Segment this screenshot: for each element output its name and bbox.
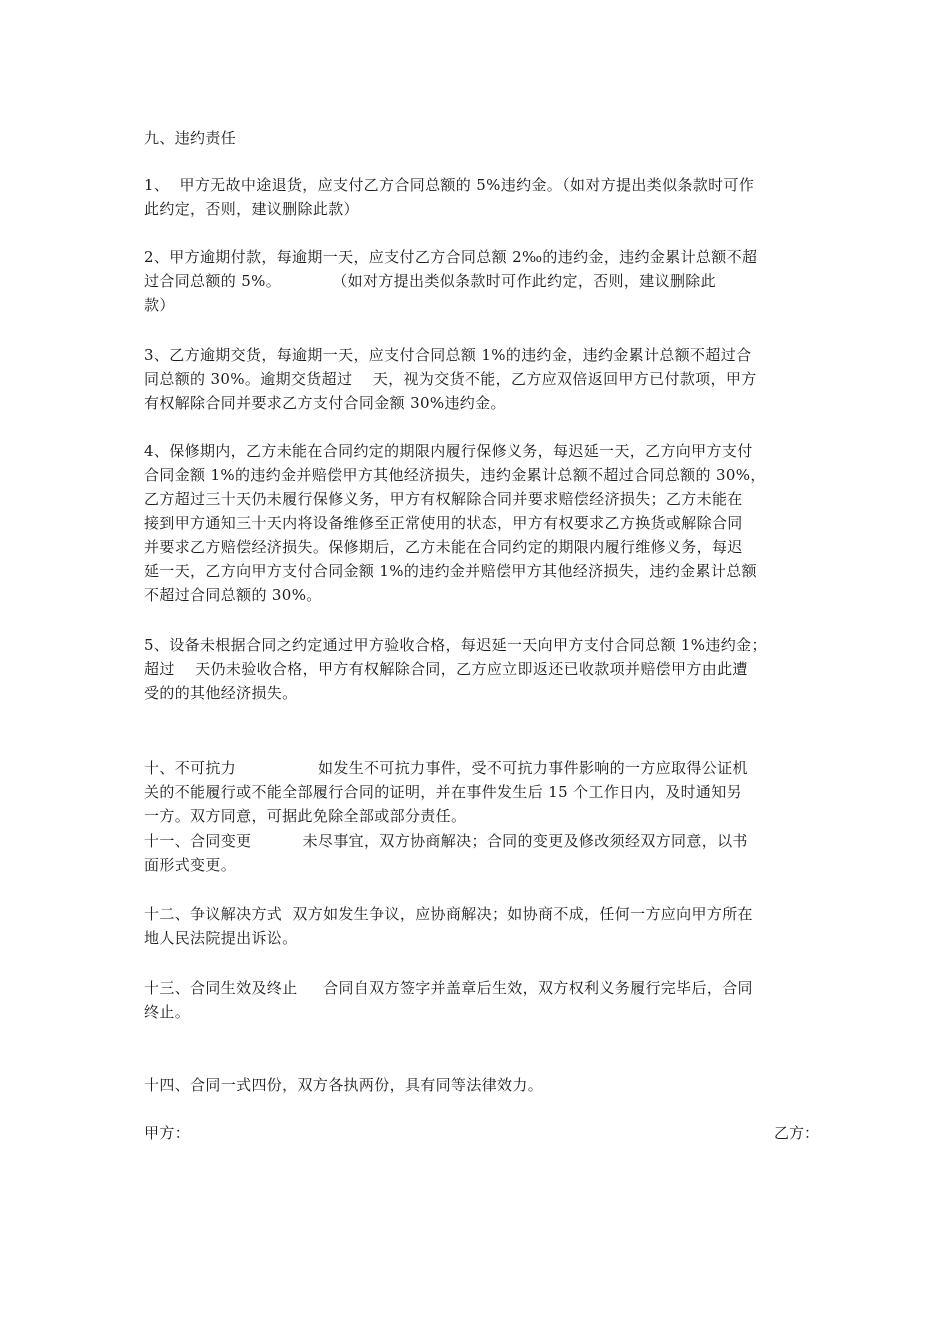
section-13-line-2: 终止。 — [144, 1003, 191, 1021]
section-9-heading: 九、违约责任 — [144, 129, 237, 147]
clause-4-line-1: 4、保修期内，乙方未能在合同约定的期限内履行保修义务，每迟延一天，乙方向甲方支付 — [144, 442, 753, 460]
clause-3-line-2: 同总额的 30%。逾期交货超过 天，视为交货不能，乙方应双倍返回甲方已付款项，甲方 — [144, 370, 757, 388]
clause-2-line-3: 款） — [144, 296, 175, 314]
clause-3-line-1: 3、乙方逾期交货，每逾期一天，应支付合同总额 1%的违约金，违约金累计总额不超过合 — [144, 346, 752, 364]
section-12-line-2: 地人民法院提出诉讼。 — [144, 929, 298, 947]
section-14: 十四、合同一式四份，双方各执两份，具有同等法律效力。 — [144, 1076, 544, 1094]
section-11-line-2: 面形式变更。 — [144, 856, 237, 874]
party-a-signature-label: 甲方： — [144, 1124, 191, 1142]
section-12-line-1: 十二、争议解决方式 双方如发生争议，应协商解决；如协商不成，任何一方应向甲方所在 — [144, 905, 753, 923]
clause-4-line-2: 合同金额 1%的违约金并赔偿甲方其他经济损失，违约金累计总额不超过合同总额的 30%， — [144, 466, 766, 484]
clause-4-line-3: 乙方超过三十天仍未履行保修义务，甲方有权解除合同并要求赔偿经济损失；乙方未能在 — [144, 490, 743, 508]
clause-5-line-1: 5、设备未根据合同之约定通过甲方验收合格，每迟延一天向甲方支付合同总额 1%违约金； — [144, 636, 767, 654]
section-10-line-3: 一方。双方同意，可据此免除全部或部分责任。 — [144, 807, 467, 825]
clause-2-line-1: 2、甲方逾期付款，每逾期一天，应支付乙方合同总额 2‰的违约金，违约金累计总额不超 — [144, 248, 758, 266]
section-10-line-2: 关的不能履行或不能全部履行合同的证明，并在事件发生后 15 个工作日内，及时通知另 — [144, 783, 742, 801]
clause-1-line-1: 1、 甲方无故中途退货，应支付乙方合同总额的 5%违约金。（如对方提出类似条款时可作 — [144, 176, 755, 194]
clause-5-line-3: 受的的其他经济损失。 — [144, 684, 298, 702]
clause-3-line-3: 有权解除合同并要求乙方支付合同金额 30%违约金。 — [144, 394, 506, 412]
clause-4-line-7: 不超过合同总额的 30%。 — [144, 586, 322, 604]
clause-2-line-2: 过合同总额的 5%。 （如对方提出类似条款时可作此约定，否则，建议删除此 — [144, 272, 716, 290]
clause-5-line-2: 超过 天仍未验收合格，甲方有权解除合同，乙方应立即返还已收款项并赔偿甲方由此遭 — [144, 660, 748, 678]
party-b-signature-label: 乙方： — [774, 1124, 820, 1142]
clause-4-line-6: 延一天，乙方向甲方支付合同金额 1%的违约金并赔偿甲方其他经济损失，违约金累计总额 — [144, 562, 757, 580]
clause-4-line-4: 接到甲方通知三十天内将设备维修至正常使用的状态，甲方有权要求乙方换货或解除合同 — [144, 514, 743, 532]
section-10-line-1: 十、不可抗力 如发生不可抗力事件，受不可抗力事件影响的一方应取得公证机 — [144, 759, 748, 777]
clause-1-line-2: 此约定，否则，建议删除此款） — [144, 200, 359, 218]
section-11-line-1: 十一、合同变更 未尽事宜，双方协商解决；合同的变更及修改须经双方同意，以书 — [144, 832, 748, 850]
clause-4-line-5: 并要求乙方赔偿经济损失。保修期后，乙方未能在合同约定的期限内履行维修义务，每迟 — [144, 538, 743, 556]
section-13-line-1: 十三、合同生效及终止 合同自双方签字并盖章后生效，双方权利义务履行完毕后，合同 — [144, 979, 753, 997]
